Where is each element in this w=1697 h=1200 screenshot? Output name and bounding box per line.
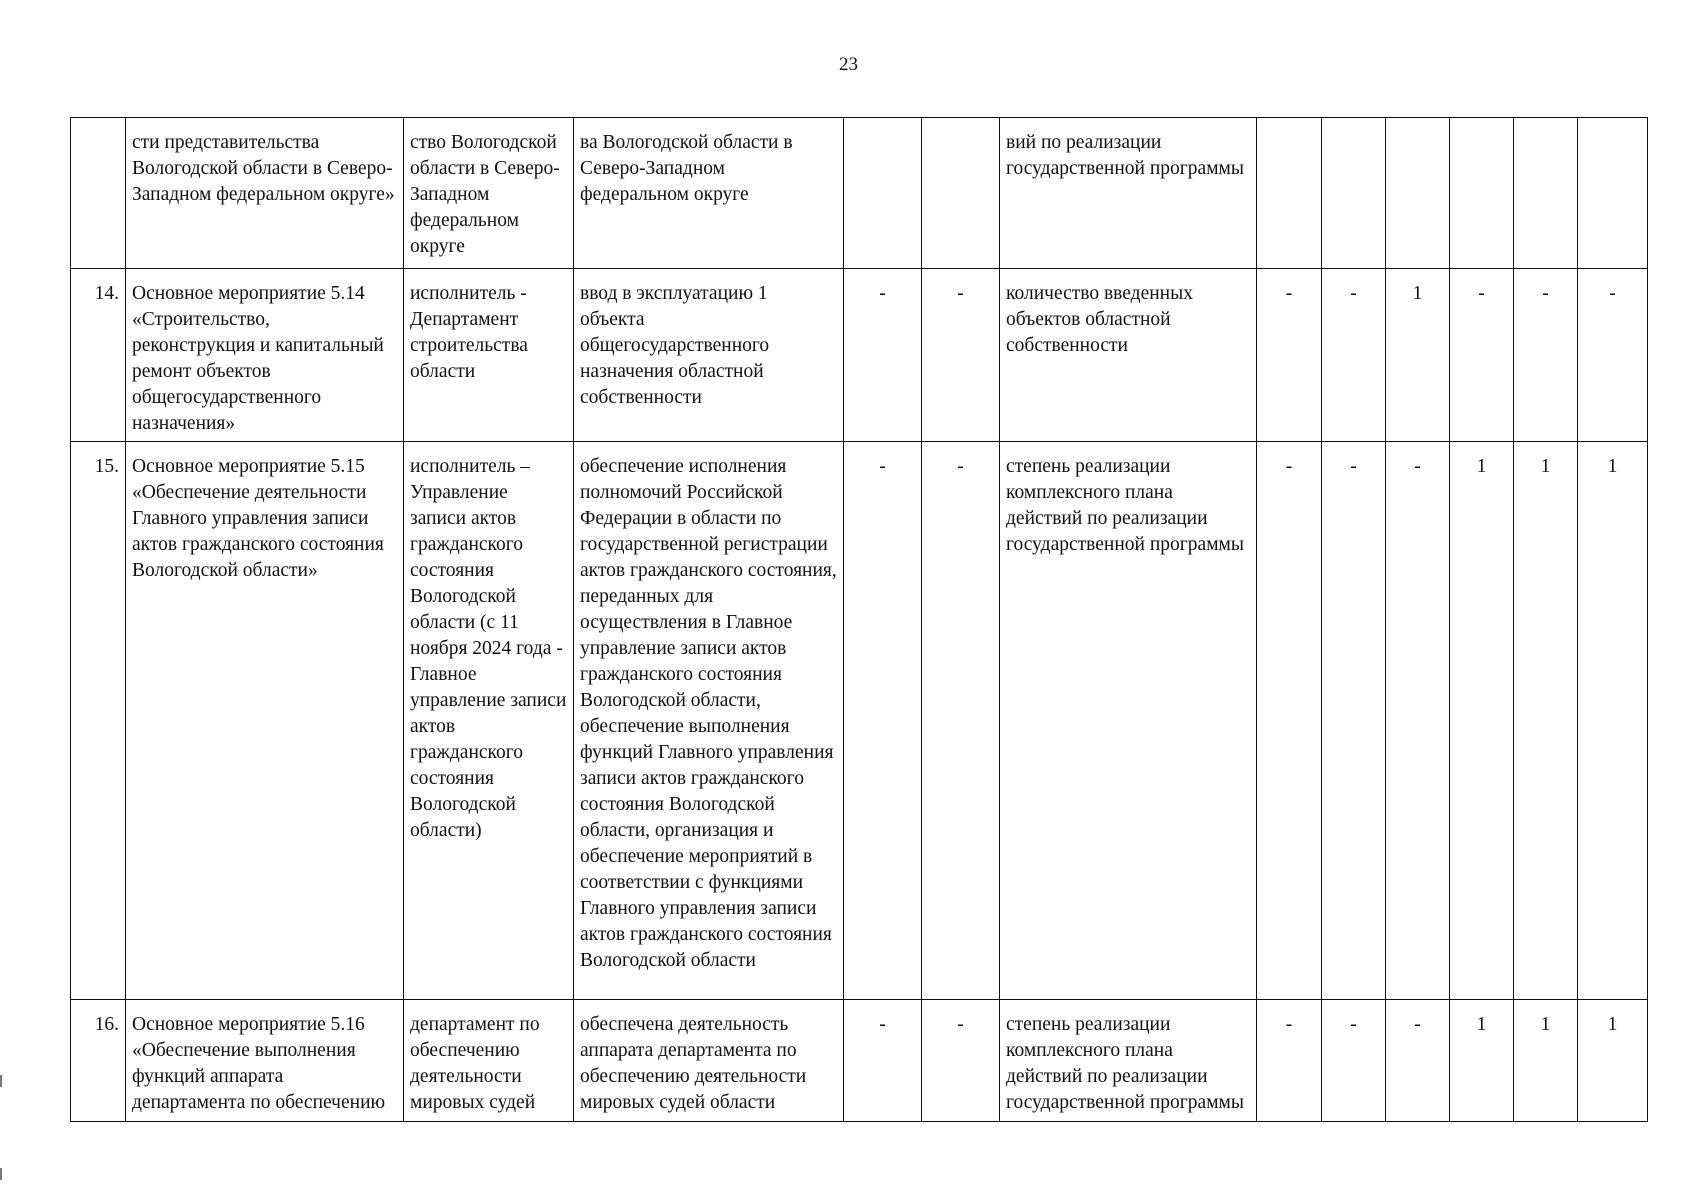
indicator: вий по реализации государственной программы [1000,118,1257,269]
scan-edge-mark [0,1168,2,1180]
value-cell: - [1257,1000,1322,1122]
end-cell: - [922,1000,1000,1122]
value-cell: - [1257,269,1322,442]
row-number: 16. [71,1000,126,1122]
activity-name: Основное мероприятие 5.15 «Обеспечение деятельности Главного управления записи актов гражданского состояния Вологодской области» [126,442,404,1000]
value-cell: - [1322,269,1386,442]
value-cell: 1 [1386,269,1450,442]
end-cell: - [922,269,1000,442]
expected-result: ввод в эксплуатацию 1 объекта общегосударственного назначения областной собственности [574,269,844,442]
end-cell [922,118,1000,269]
table-row [71,118,1648,269]
value-cell: - [1386,442,1450,1000]
page-number: 23 [839,54,858,75]
row-number: 15. [71,442,126,1000]
value-cell [1322,118,1386,269]
value-cell: 1 [1514,1000,1578,1122]
start-cell: - [844,442,922,1000]
value-cell [1257,118,1322,269]
expected-result: обеспечена деятельность аппарата департамента по обеспечению деятельности мировых судей области [574,1000,844,1122]
value-cell: - [1578,269,1648,442]
indicator: количество введенных объектов областной собственности [1000,269,1257,442]
table-row [71,269,1648,442]
executor: департамент по обеспечению деятельности мировых судей [404,1000,574,1122]
value-cell [1386,118,1450,269]
start-cell: - [844,269,922,442]
executor: исполнитель – Управление записи актов гражданского состояния Вологодской области (с 11 ноября 2024 года - Главное управление записи актов гражданского состояния Вологодской области) [404,442,574,1000]
row-number: 14. [71,269,126,442]
value-cell [1450,118,1514,269]
indicator: степень реализации комплексного плана действий по реализации государственной программы [1000,1000,1257,1122]
row-number [71,118,126,269]
table-row [71,1000,1648,1122]
start-cell: - [844,1000,922,1122]
start-cell [844,118,922,269]
value-cell: 1 [1450,1000,1514,1122]
value-cell: - [1322,1000,1386,1122]
value-cell: 1 [1578,1000,1648,1122]
executor: ство Вологодской области в Северо-Западном федеральном округе [404,118,574,269]
expected-result: обеспечение исполнения полномочий Российской Федерации в области по государственной регистрации актов гражданского состояния, переданных для осуществления в Главное управление записи актов гражданского состояния Вологодской области, обеспечение выполнения функций Главного управления записи актов гражданского состояния Вологодской области, организация и обеспечение мероприятий в соответствии с функциями Главного управления записи актов гражданского состояния Вологодской области [574,442,844,1000]
value-cell: - [1450,269,1514,442]
value-cell: - [1514,269,1578,442]
activity-name: Основное мероприятие 5.16 «Обеспечение выполнения функций аппарата департамента по обеспечению [126,1000,404,1122]
executor: исполнитель - Департамент строительства области [404,269,574,442]
value-cell: 1 [1514,442,1578,1000]
value-cell: - [1257,442,1322,1000]
value-cell [1578,118,1648,269]
activities-table [70,117,1648,1122]
value-cell: 1 [1450,442,1514,1000]
table-row [71,442,1648,1000]
value-cell: - [1386,1000,1450,1122]
indicator: степень реализации комплексного плана действий по реализации государственной программы [1000,442,1257,1000]
value-cell [1514,118,1578,269]
activity-name: Основное мероприятие 5.14 «Строительство, реконструкция и капитальный ремонт объектов общегосударственного назначения» [126,269,404,442]
expected-result: ва Вологодской области в Северо-Западном федеральном округе [574,118,844,269]
scan-edge-mark [0,1075,2,1087]
activity-name: сти представительства Вологодской области в Северо-Западном федеральном округе» [126,118,404,269]
end-cell: - [922,442,1000,1000]
value-cell: 1 [1578,442,1648,1000]
value-cell: - [1322,442,1386,1000]
